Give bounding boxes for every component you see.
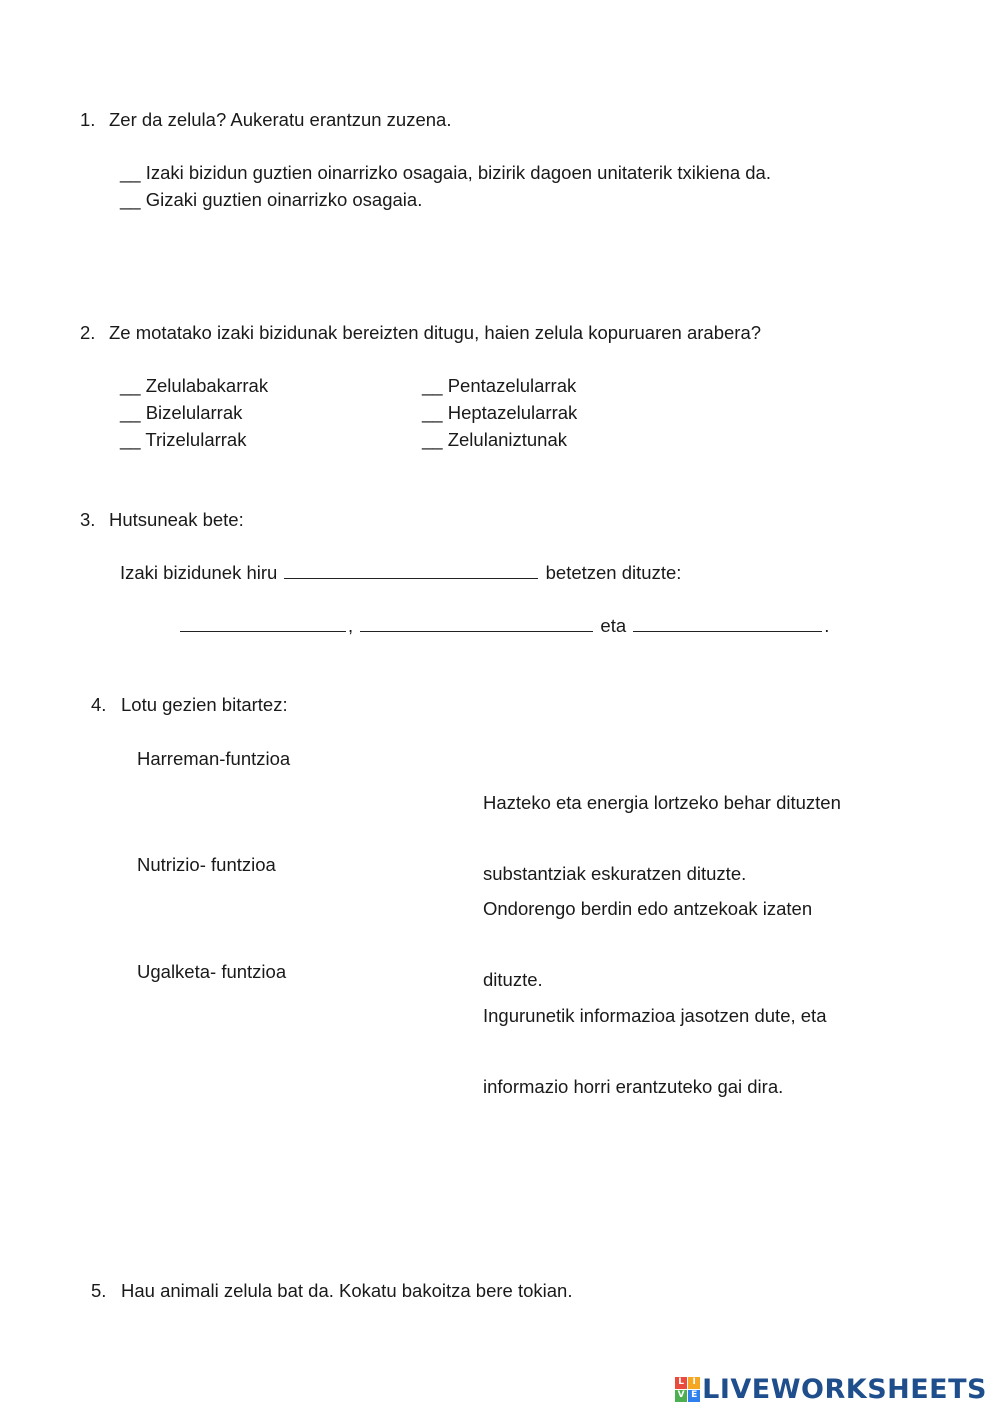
q3-eta: eta: [600, 615, 627, 636]
q4-description-3[interactable]: [483, 961, 827, 1120]
q2-number: 2.: [80, 322, 96, 343]
q3-number: 3.: [80, 509, 96, 530]
q2-option-heptazelularrak[interactable]: __ Heptazelularrak: [422, 402, 578, 423]
q4-function-ugalketa[interactable]: Ugalketa- funtzioa: [137, 961, 287, 982]
q1-number: 1.: [80, 109, 96, 130]
q1-option-2[interactable]: __ Gizaki guztien oinarrizko osagaia.: [120, 189, 423, 210]
liveworksheets-logo: [675, 1374, 987, 1404]
q2-question: Ze motatako izaki bizidunak bereizten ditugu, haien zelula kopuruaren arabera?: [109, 322, 762, 343]
logo-text: LIVEWORKSHEETS: [702, 1373, 987, 1405]
logo-letter-i: I: [688, 1377, 700, 1389]
q3-blank-4[interactable]: [633, 617, 822, 632]
q1-option-1[interactable]: __ Izaki bizidun guztien oinarrizko osagaia, bizirik dagoen unitaterik txikiena da.: [120, 162, 771, 183]
q4-description-3-line-1: Ingurunetik informazioa jasotzen dute, eta: [483, 1005, 827, 1026]
q4-description-1-line-1: Hazteko eta energia lortzeko behar dituzten: [483, 792, 841, 813]
q4-function-harreman[interactable]: Harreman-funtzioa: [137, 748, 291, 769]
q5-question: Hau animali zelula bat da. Kokatu bakoitza bere tokian.: [121, 1280, 573, 1301]
q3-line1-start: Izaki bizidunek hiru: [120, 562, 278, 583]
q3-blank-3[interactable]: [360, 617, 593, 632]
logo-letter-v: V: [675, 1390, 687, 1402]
q4-number: 4.: [91, 694, 107, 715]
q3-comma: ,: [348, 615, 354, 636]
q4-description-2-line-2: dituzte.: [483, 969, 543, 990]
logo-icon: [675, 1377, 700, 1402]
q4-description-3-line-2: informazio horri erantzuteko gai dira.: [483, 1076, 784, 1097]
logo-letter-l: L: [675, 1377, 687, 1389]
q3-line1-end: betetzen dituzte:: [545, 562, 682, 583]
q2-option-zelulaniztunak[interactable]: __ Zelulaniztunak: [422, 429, 568, 450]
q3-line-1: [120, 562, 681, 584]
q5-number: 5.: [91, 1280, 107, 1301]
q3-line-2: [180, 615, 829, 637]
q4-question: Lotu gezien bitartez:: [121, 694, 288, 715]
q4-description-2-line-1: Ondorengo berdin edo antzekoak izaten: [483, 898, 813, 919]
q2-option-pentazelularrak[interactable]: __ Pentazelularrak: [422, 375, 577, 396]
q2-option-bizelularrak[interactable]: __ Bizelularrak: [120, 402, 243, 423]
q1-question: Zer da zelula? Aukeratu erantzun zuzena.: [109, 109, 452, 130]
logo-letter-e: E: [688, 1390, 700, 1402]
q3-period: .: [824, 615, 830, 636]
q3-blank-1[interactable]: [284, 564, 538, 579]
q4-function-nutrizio[interactable]: Nutrizio- funtzioa: [137, 854, 276, 875]
q2-option-trizelularrak[interactable]: __ Trizelularrak: [120, 429, 247, 450]
q4-description-1-line-2: substantziak eskuratzen dituzte.: [483, 863, 747, 884]
q3-question: Hutsuneak bete:: [109, 509, 244, 530]
q3-blank-2[interactable]: [180, 617, 346, 632]
q2-option-zelulabakarrak[interactable]: __ Zelulabakarrak: [120, 375, 269, 396]
